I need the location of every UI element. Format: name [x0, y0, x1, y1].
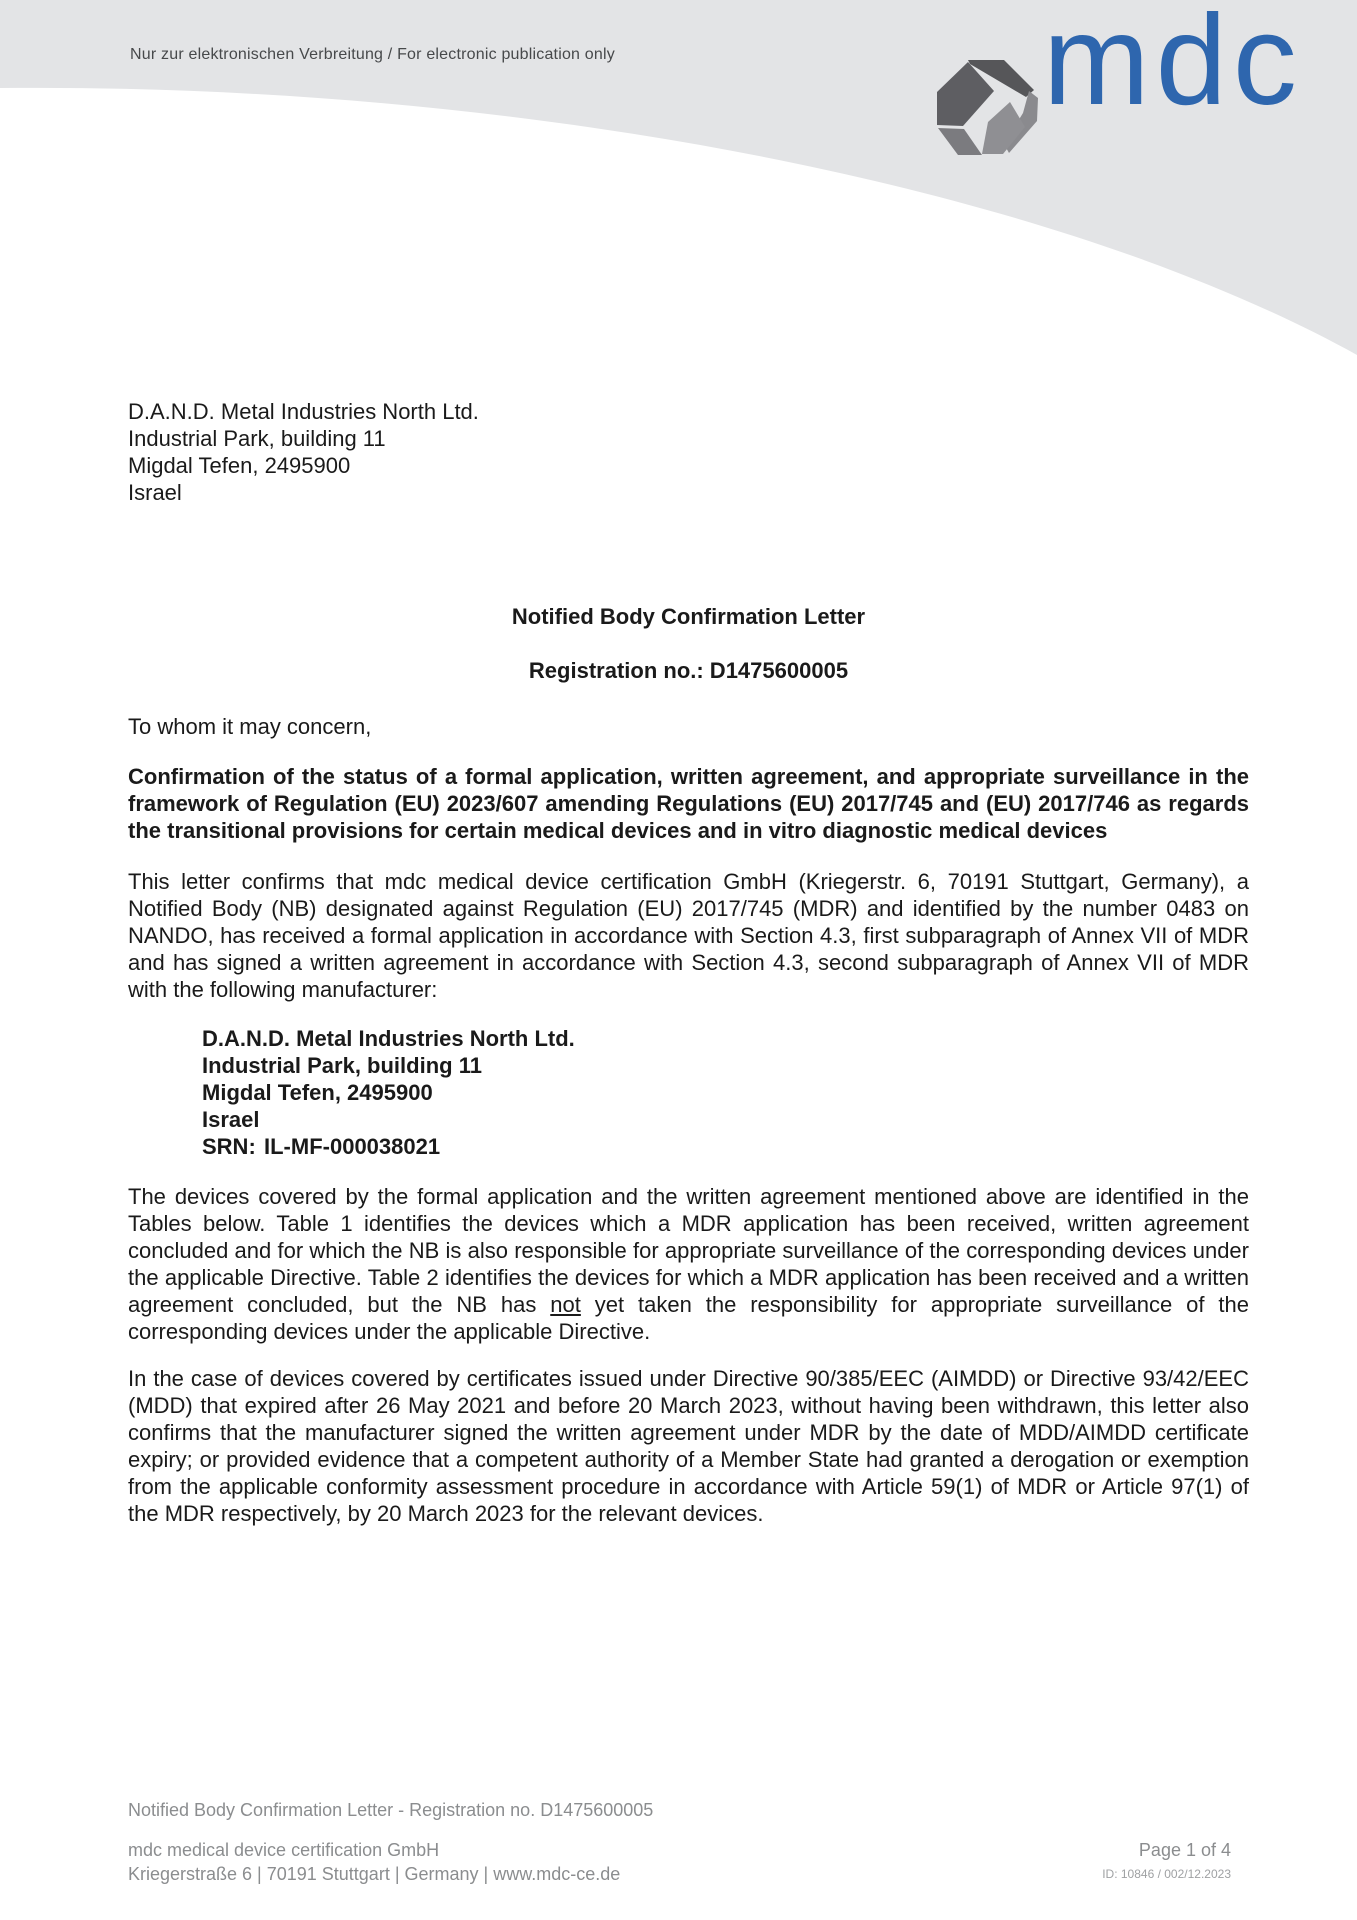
application-paragraph: This letter confirms that mdc medical device certification GmbH (Kriegerstr. 6, 70191 Stuttgart, Germany), a Notified Body (NB) designated against Regulation (EU) 2017/745 (MDR) and identified by the number 0483 on NANDO, has received a formal application in accordance with Section 4.3, first subparagraph of Annex VII of MDR and has signed a written agreement in accordance with Section 4.3, second subparagraph of Annex VII of MDR with the following manufacturer:	[128, 869, 1249, 1002]
recipient-line: Migdal Tefen, 2495900	[128, 453, 351, 478]
document-title: Notified Body Confirmation Letter	[511, 604, 866, 629]
tables-paragraph-pre: The devices covered by the formal application and the written agreement mentioned above are identified in the Tables below. Table 1 identifies the devices which a MDR application has been received, written agreement concluded and for which the NB is also responsible for appropriate surveillance of the corresponding devices under the applicable Directive. Table 2 identifies the devices for which a MDR application has been received and a written agreement concluded, but the NB has	[128, 1184, 1249, 1317]
manufacturer-line: Migdal Tefen, 2495900	[202, 1080, 433, 1105]
registration-number-line: Registration no.: D1475600005	[528, 658, 849, 683]
directives-paragraph: In the case of devices covered by certificates issued under Directive 90/385/EEC (AIMDD) or Directive 93/42/EEC (MDD) that expired after 26 May 2021 and before 20 March 2023, without having been withdrawn, this letter also confirms that the manufacturer signed the written agreement under MDR by the date of MDD/AIMDD certificate expiry; or provided evidence that a competent authority of a Member State had granted a derogation or exemption from the applicable conformity assessment procedure in accordance with Article 59(1) of MDR or Article 97(1) of the MDR respectively, by 20 March 2023 for the relevant devices.	[128, 1366, 1249, 1526]
manufacturer-srn-line	[202, 1133, 1249, 1160]
recipient-line: Industrial Park, building 11	[128, 426, 386, 451]
manufacturer-block	[202, 1025, 1249, 1160]
footer-page-block	[1102, 1838, 1231, 1882]
tables-paragraph-underlined-word: not	[550, 1292, 581, 1317]
mdc-logo	[925, 0, 1345, 175]
salutation: To whom it may concern,	[128, 714, 372, 739]
recipient-line: D.A.N.D. Metal Industries North Ltd.	[128, 399, 479, 424]
manufacturer-line: Israel	[202, 1107, 260, 1132]
mdc-octagon-icon	[925, 45, 1055, 175]
subject-paragraph: Confirmation of the status of a formal application, written agreement, and appropriate surveillance in the framework of Regulation (EU) 2023/607 amending Regulations (EU) 2017/745 and (EU) 2017/746 as regards the transitional provisions for certain medical devices and in vitro diagnostic medical devices	[128, 764, 1249, 843]
srn-label: SRN:	[202, 1134, 256, 1159]
electronic-publication-notice: Nur zur elektronischen Verbreitung / For electronic publication only	[130, 46, 615, 63]
tables-paragraph	[128, 1183, 1249, 1345]
footer-document-reference: Notified Body Confirmation Letter - Registration no. D1475600005	[128, 1800, 654, 1820]
tables-paragraph-post: yet taken the responsibility for appropriate surveillance of the corresponding devices under the applicable Directive.	[128, 1292, 1250, 1344]
footer-company-address: Kriegerstraße 6 | 70191 Stuttgart | Germany | www.mdc-ce.de	[128, 1864, 621, 1884]
recipient-address-block	[128, 398, 1249, 506]
manufacturer-line: D.A.N.D. Metal Industries North Ltd.	[202, 1026, 575, 1051]
footer-page-number: Page 1 of 4	[1138, 1840, 1231, 1860]
manufacturer-line: Industrial Park, building 11	[202, 1053, 482, 1078]
footer-company-block	[128, 1838, 620, 1886]
mdc-logo-text: mdc	[1043, 0, 1303, 132]
footer-company-name: mdc medical device certification GmbH	[128, 1840, 440, 1860]
recipient-line: Israel	[128, 480, 182, 505]
footer-document-id: ID: 10846 / 002/12.2023	[1102, 1867, 1231, 1881]
srn-value: IL-MF-000038021	[264, 1134, 441, 1159]
